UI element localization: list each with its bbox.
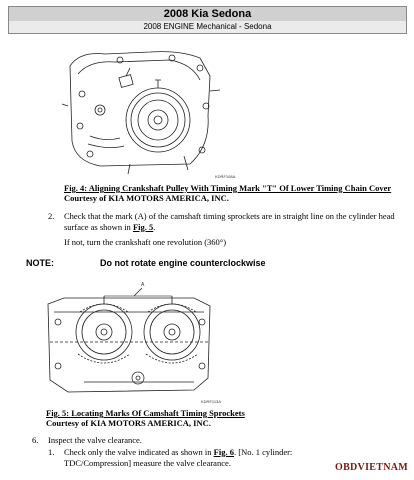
note-label: NOTE: <box>26 258 54 268</box>
figure-4-title: Fig. 4: Aligning Crankshaft Pulley With Timing Mark "T" Of Lower Timing Chain Cover <box>64 183 392 193</box>
figure-5-illustration <box>44 282 214 398</box>
figure-5-callout: A <box>141 282 145 288</box>
step-6-sub-text-after: . [No. 1 cylinder: TDC/Compression] measure the valve clearance. <box>64 447 293 468</box>
step-6-text: Inspect the valve clearance. <box>48 435 142 445</box>
step-6-number: 6. <box>32 435 39 445</box>
figure-4-credit: Courtesy of KIA MOTORS AMERICA, INC. <box>64 193 229 203</box>
figure-5-credit: Courtesy of KIA MOTORS AMERICA, INC. <box>46 418 211 428</box>
fig-5-link[interactable]: Fig. 5 <box>132 221 154 232</box>
note-message: Do not rotate engine counterclockwise <box>100 258 266 268</box>
step-2-note-line: If not, turn the crankshaft one revolution (360°) <box>64 237 227 247</box>
document-title: 2008 Kia Sedona <box>8 6 407 22</box>
watermark-logo: OBDVIETNAM <box>334 462 408 473</box>
step-6-sub-text-before: Check only the valve indicated as shown in <box>64 447 212 457</box>
step-6-sub-number: 1. <box>48 447 55 457</box>
fig-6-link[interactable]: Fig. 6 <box>213 447 234 457</box>
figure-5-code: KDRF113A <box>201 399 221 404</box>
step-6-sub-text <box>64 447 358 468</box>
step-2-text-before: Check that the mark (A) of the camshaft timing sprockets are in straight line on the cylinder head surface as shown in <box>64 211 395 232</box>
figure-5-title: Fig. 5: Locating Marks Of Camshaft Timing Sprockets <box>46 408 245 418</box>
step-6-sub-1 <box>48 447 360 471</box>
step-6 <box>32 435 406 447</box>
figure-4-caption <box>64 183 409 203</box>
figure-4-illustration <box>60 46 230 176</box>
figure-4-code: KDRF108A <box>215 174 236 179</box>
document-subtitle: 2008 ENGINE Mechanical - Sedona <box>8 21 407 34</box>
step-2 <box>48 211 406 253</box>
step-2-text-after: . <box>153 221 156 232</box>
step-2-number: 2. <box>48 211 55 221</box>
figure-5-caption <box>46 408 406 428</box>
step-2-text <box>64 211 404 232</box>
